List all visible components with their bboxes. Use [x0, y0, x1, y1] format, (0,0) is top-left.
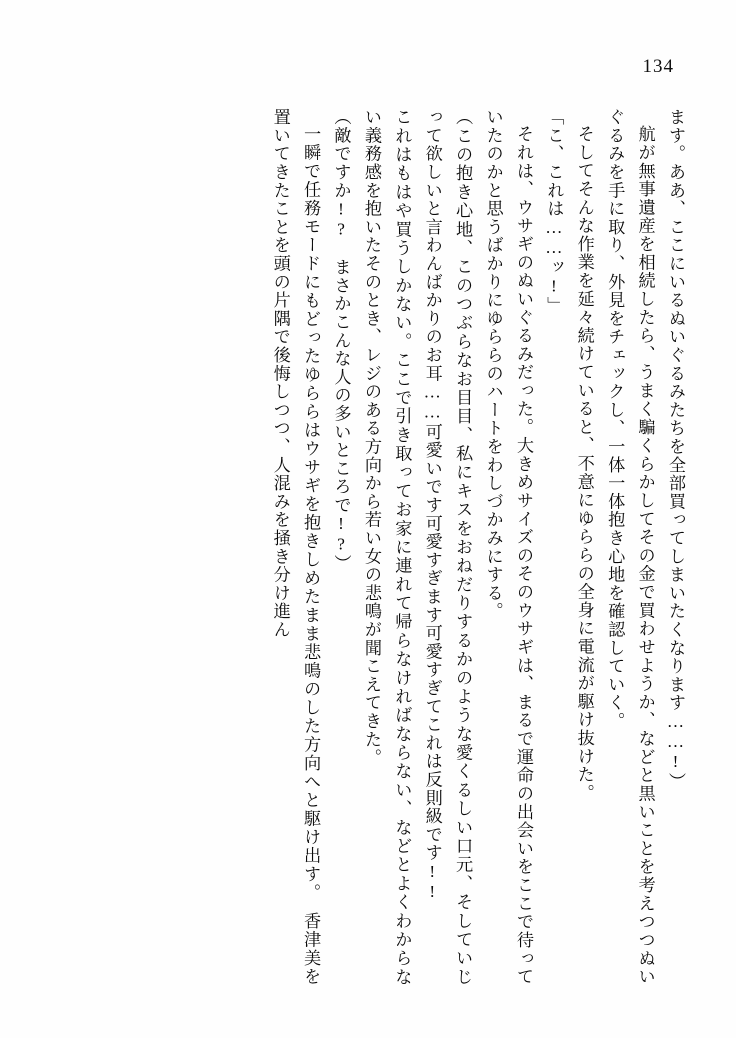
paragraph: そしてそんな作業を延々続けていると、不意にゆららの全身に電流が駆け抜けた。 — [574, 125, 594, 803]
page-number: 134 — [642, 56, 674, 77]
paragraph: それは、ウサギのぬいぐるみだった。大きめサイズのそのウサギは、まるで運命の出会いをここで待っていたのかと思うばかりにゆららのハートをわしづかみにする。 — [483, 108, 533, 986]
paragraph: ます。ああ、ここにいるぬいぐるみたちを全部買ってしまいたくなります……!） — [666, 108, 685, 791]
paragraph: これはもはや買うしかない。ここで引き取ってお家に連れて帰らなければならない、などとよくわからない義務感を抱いたそのとき、レジのある方向から若い女の悲鳴が聞こえてきた。 — [361, 108, 412, 986]
paragraph: 一瞬で任務モードにもどったゆららはウサギを抱きしめたまま悲鳴のした方向へと駆け出す。 香津美を置いてきたことを頭の片隅で後悔しつつ、人混みを掻き分け進ん — [270, 108, 321, 986]
page-text-body — [52, 108, 690, 986]
paragraph: 「こ、これは……ッ!」 — [544, 108, 564, 315]
paragraph: 航が無事遺産を相続したら、うまく騙くらかしてその金で買わせようか、などと黒いことを考えつつぬいぐるみを手に取り、外見をチェックし、一体一体抱き心地を確認していく。 — [605, 108, 655, 986]
paragraph: （敵ですか!? まさかこんな人の多いところで!?） — [331, 108, 351, 573]
paragraph: （この抱き心地、このつぶらなお目目、私にキスをおねだりするかのような愛くるしい口元、そしていじって欲しいと言わんばかりのお耳……可愛いです可愛すぎます可愛すぎてこれは反則級です!! — [422, 108, 473, 986]
